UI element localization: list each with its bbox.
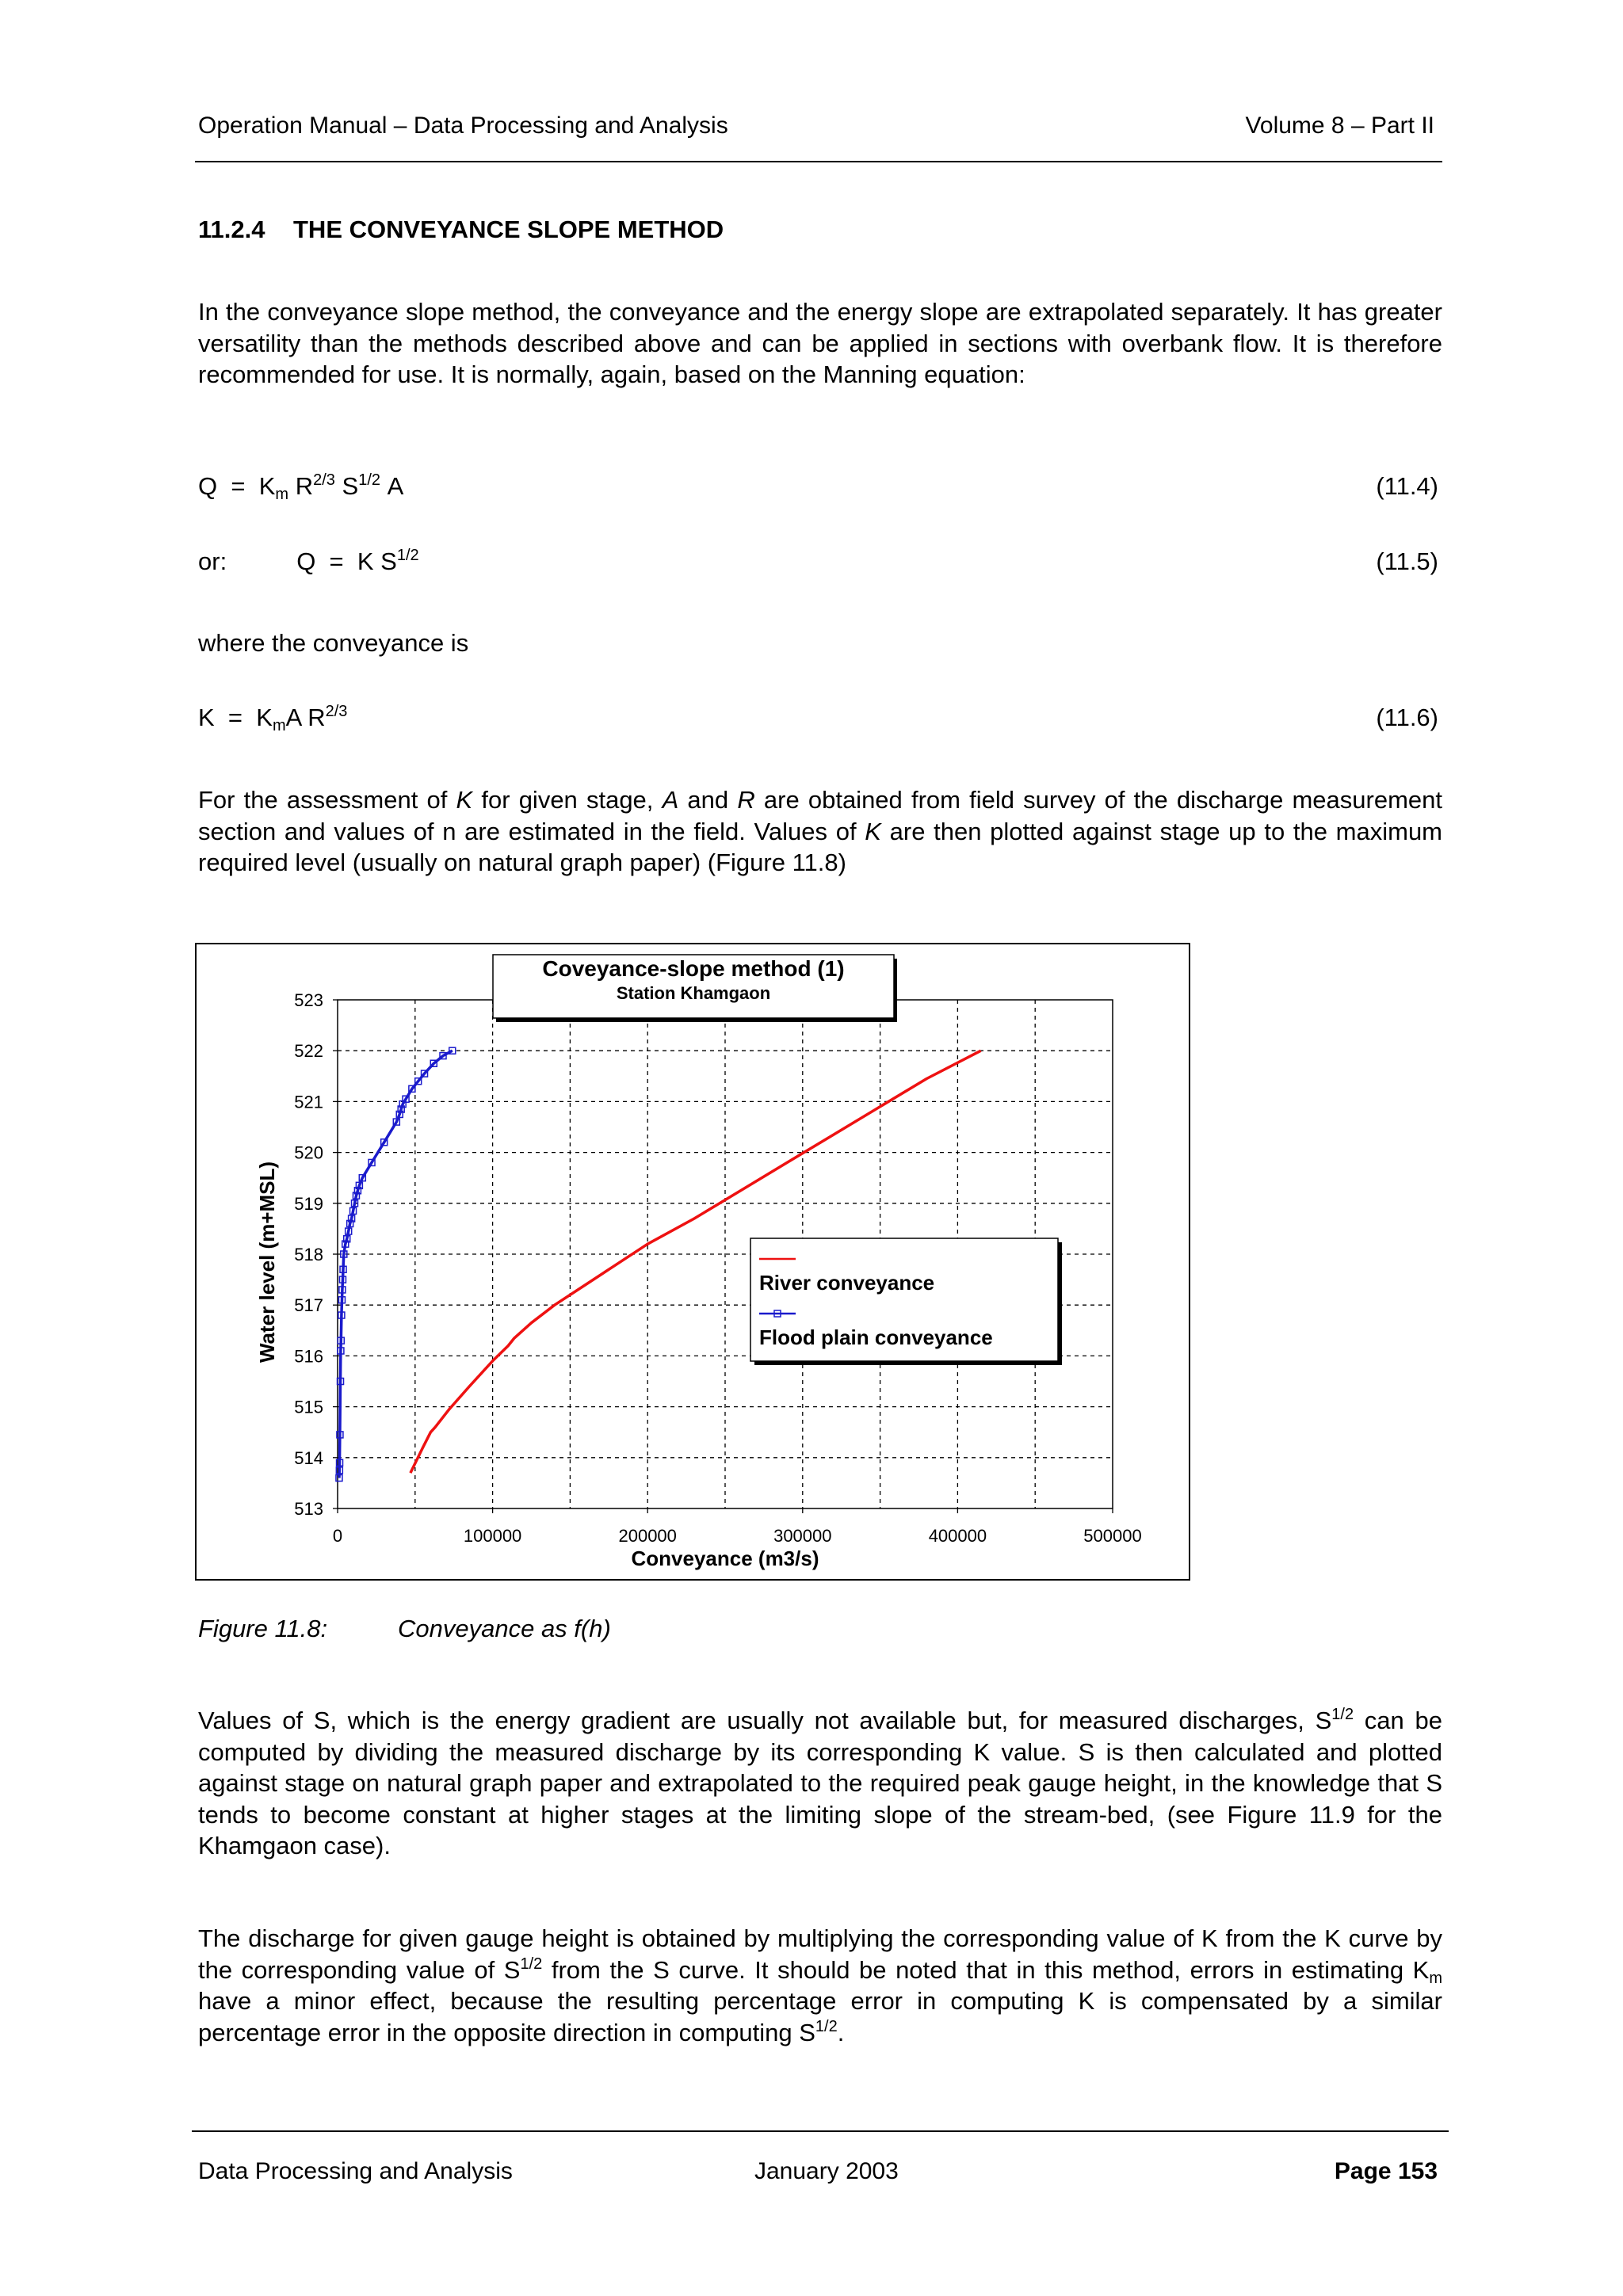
eq1-a: A [387,472,404,500]
p3-k-var: K [456,786,473,814]
x-tick-label: 500000 [1083,1526,1142,1546]
y-tick-label: 513 [294,1499,323,1519]
legend-label-river: River conveyance [759,1271,935,1295]
eq2-q: Q [296,547,316,575]
figure-11-8-chart [195,943,1190,1581]
paragraph-where-text: where the conveyance is [198,629,469,657]
equation-11-6 [198,704,1438,732]
y-tick-label: 522 [294,1041,323,1062]
x-tick-label: 300000 [773,1526,832,1546]
section-heading [198,215,724,244]
x-tick-label: 0 [332,1526,343,1546]
paragraph-assessment [198,784,1442,879]
paragraph-energy-gradient [198,1705,1442,1862]
p5-part-d: . [837,2018,845,2046]
header-left: Operation Manual – Data Processing and Analysis [198,113,728,139]
eq2-ks: K S [357,547,397,575]
p3-part-d: are obtained from field survey of the discharge measurement section and values of n are estimated in the field. Values of [198,786,1442,845]
p4-part-b: can be computed by dividing the measured discharge by its corresponding K value. S is then calculated and plotted against stage on natural graph paper and extrapolated to the required peak gauge height, in the knowledge that S tends to become constant at higher stages at the limiting slope of the stream-bed, (see Figure 11.9 for the Khamgaon case). [198,1707,1442,1859]
equation-number-11-4: (11.4) [1376,472,1438,500]
section-title-text: THE CONVEYANCE SLOPE METHOD [293,215,724,243]
legend-label-flood-plain: Flood plain conveyance [759,1325,993,1349]
eq3-k: K [198,704,215,731]
p3-k-var-2: K [865,817,881,845]
eq1-s-sup: 1/2 [358,471,381,489]
section-number: 11.2.4 [198,215,265,243]
p5-sup-1: 1/2 [520,1955,543,1973]
equation-number-11-5: (11.5) [1376,547,1438,575]
header-rule [195,161,1442,162]
figure-caption [198,1615,611,1643]
eq2-prefix: or: [198,547,227,575]
x-axis-title: Conveyance (m3/s) [631,1547,819,1570]
series-line-flood-plain-conveyance [339,1051,453,1478]
y-tick-label: 521 [294,1092,323,1112]
x-tick-label: 100000 [463,1526,522,1546]
p3-part-e: are then plotted against stage up to the maximum required level (usually on natural graph paper) (Figure 11.8) [198,817,1443,876]
eq2-equals: = [329,547,344,575]
conveyance-chart-svg [197,944,1189,1579]
p5-part-a: The discharge for given gauge height is obtained by multiplying the corresponding value of K from the K curve by the corresponding value of S [198,1924,1442,1984]
eq3-r-sup: 2/3 [325,703,348,720]
eq3-km: K [256,704,273,731]
footer-page-number: Page 153 [1334,2158,1438,2184]
y-tick-label: 523 [294,990,323,1010]
x-tick-label: 200000 [618,1526,677,1546]
p4-part-a: Values of S, which is the energy gradient are usually not available but, for measured discharges, S [198,1707,1332,1734]
y-tick-label: 520 [294,1142,323,1163]
y-tick-label: 515 [294,1397,323,1417]
y-tick-label: 516 [294,1346,323,1367]
eq3-ar: A R [285,704,326,731]
eq1-s: S [342,472,359,500]
y-tick-label: 514 [294,1447,323,1468]
p5-sub: m [1429,1969,1442,1987]
equation-11-5 [198,547,1438,576]
eq1-r-sup: 2/3 [313,471,335,489]
chart-title: Coveyance-slope method (1) [542,956,845,981]
p3-part-c: and [678,786,738,814]
p5-part-b: from the S curve. It should be noted that in this method, errors in estimating K [542,1955,1430,1984]
equation-number-11-6: (11.6) [1376,704,1438,731]
paragraph-intro [198,296,1442,391]
equation-11-4 [198,472,1438,501]
p5-part-c: have a minor effect, because the resulting percentage error in computing K is compensated by a similar percentage error in the opposite direction in computing S [198,1987,1442,2046]
footer-rule [192,2130,1449,2132]
eq1-q: Q [198,472,218,500]
header-right: Volume 8 – Part II [1245,113,1434,139]
paragraph-where [198,627,1442,659]
y-axis-title: Water level (m+MSL) [255,1161,279,1363]
paragraph-intro-text: In the conveyance slope method, the conveyance and the energy slope are extrapolated separately. It has greater versatility than the methods described above and can be applied in sections with overbank flow. It is therefore recommended for use. It is normally, again, based on the Manning equation: [198,298,1442,388]
chart-legend [750,1238,1062,1365]
eq1-equals: = [231,472,246,500]
p3-r-var: R [737,786,755,814]
footer-center: January 2003 [754,2158,899,2184]
chart-subtitle: Station Khamgaon [616,983,771,1003]
footer-left: Data Processing and Analysis [198,2158,513,2184]
paragraph-discharge [198,1923,1442,2048]
p4-sup: 1/2 [1331,1706,1354,1723]
p3-part-a: For the assessment of [198,786,456,814]
eq3-equals: = [227,704,243,731]
x-tick-label: 400000 [928,1526,987,1546]
p3-part-b: for given stage, [472,786,663,814]
y-tick-label: 519 [294,1193,323,1214]
eq3-km-sub: m [272,717,286,734]
chart-title-box [493,955,897,1022]
p3-a-var: A [662,786,679,814]
eq2-s-sup: 1/2 [396,547,419,564]
p5-sup-2: 1/2 [815,2017,838,2035]
figure-caption-text: Conveyance as f(h) [398,1615,611,1642]
figure-label: Figure 11.8: [198,1615,328,1642]
eq1-k: K [258,472,276,500]
y-tick-label: 517 [294,1295,323,1316]
y-tick-label: 518 [294,1245,323,1264]
eq1-r: R [295,472,314,500]
eq1-k-sub: m [275,486,289,503]
